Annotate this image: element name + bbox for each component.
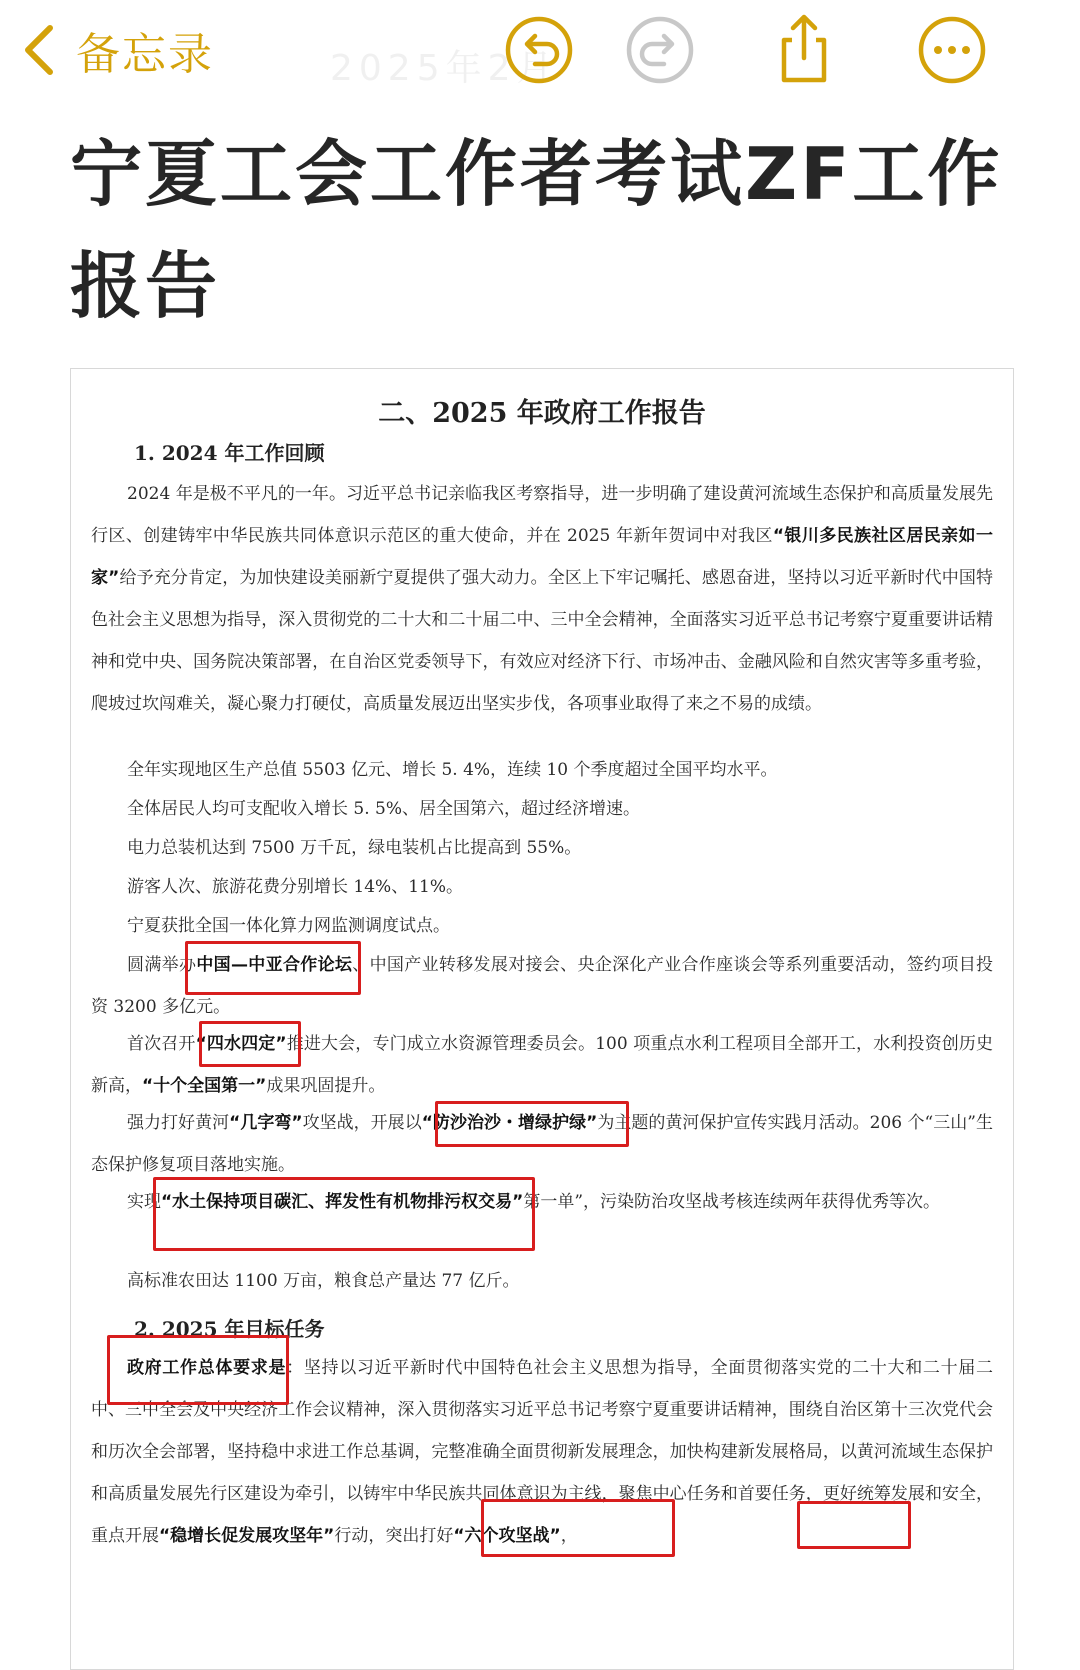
- ten-firsts-highlight: “十个全国第一”: [142, 1076, 267, 1096]
- forum-text-a: 圆满举办: [127, 955, 197, 975]
- forum-highlight: 中国—中亚合作论坛: [196, 955, 353, 975]
- document-heading: 二、2025 年政府工作报告: [378, 398, 706, 429]
- redo-icon: [624, 14, 696, 86]
- stat-computing: 宁夏获批全国一体化算力网监测调度试点。: [127, 916, 450, 936]
- water-paragraph: [91, 1023, 993, 1107]
- review-text-a: 2024 年是极不平凡的一年。习近平总书记亲临我区考察指导，进一步明确了建设黄河流域生态保护和高质量发展先行区、创建铸牢中华民族共同体意识示范区的重大使命，并在 2025 年新年贺词中对我区: [91, 484, 993, 546]
- back-label: 备忘录: [76, 29, 214, 80]
- stat-income: 全体居民人均可支配收入增长 5. 5%、居全国第六，超过经济增速。: [127, 799, 640, 819]
- share-icon: [768, 14, 840, 86]
- sand-highlight: “防沙治沙・增绿护绿”: [421, 1113, 598, 1133]
- carbon-paragraph: [91, 1181, 993, 1223]
- forum-text-b: 、中国产业转移发展对接会、央企深化产业合作座谈会等系列重要活动，签约项目投资 3200 多亿元。: [91, 955, 994, 1017]
- jizi-highlight: “几字弯”: [229, 1113, 303, 1133]
- review-text-b: 给予充分肯定，为加快建设美丽新宁夏提供了强大动力。全区上下牢记嘱托、感恩奋进，坚持以习近平新时代中国特色社会主义思想为指导，深入贯彻党的二十大和二十届二中、三中全会精神，全面落实习近平总书记考察宁夏重要讲话精神和党中央、国务院决策部署，在自治区党委领导下，有效应对经济下行、市场冲击、金融风险和自然灾害等多重考验，爬坡过坎闯难关，凝心聚力打硬仗，高质量发展迈出坚实步伐，各项事业取得了来之不易的成绩。: [91, 568, 993, 714]
- undo-button[interactable]: [503, 14, 575, 86]
- ecology-text-a: 强力打好黄河: [127, 1113, 230, 1133]
- goals-highlight: 政府工作总体要求是: [127, 1358, 287, 1378]
- navigation-bar: [0, 0, 1080, 100]
- undo-icon: [503, 14, 575, 86]
- paragraph-review: [91, 473, 993, 725]
- ecology-text-b: 攻坚战，开展以: [302, 1113, 422, 1133]
- document-image: [70, 368, 1014, 1670]
- carbon-text-a: 实现: [127, 1192, 161, 1212]
- redo-button[interactable]: [624, 14, 696, 86]
- six-battles-highlight: “六个攻坚战”: [453, 1526, 561, 1546]
- water-highlight: “四水四定”: [195, 1034, 287, 1054]
- ghost-date-text: 2025年2月: [330, 48, 559, 89]
- goals-text-b: 行动，突出打好: [334, 1526, 454, 1546]
- water-text-b: 推进大会，专门成立水资源管理委员会。100 项重点水利工程项目全部开工，水利投资创历史新高，: [91, 1034, 993, 1096]
- water-text-c: 成果巩固提升。: [266, 1076, 386, 1096]
- section1-title: 1. 2024 年工作回顾: [134, 441, 325, 465]
- section2-title: 2. 2025 年目标任务: [134, 1317, 325, 1341]
- chevron-left-icon: [20, 22, 60, 78]
- ecology-paragraph: [91, 1102, 993, 1186]
- back-button[interactable]: [20, 18, 214, 82]
- carbon-text-b: 第一单”，污染防治攻坚战考核连续两年获得优秀等次。: [523, 1192, 941, 1212]
- growth-year-highlight: “稳增长促发展攻坚年”: [159, 1526, 335, 1546]
- share-button[interactable]: [768, 14, 840, 86]
- goals-text-c: ，: [560, 1526, 578, 1546]
- more-icon: [916, 14, 988, 86]
- water-text-a: 首次召开: [127, 1034, 196, 1054]
- carbon-highlight: “水土保持项目碳汇、挥发性有机物排污权交易”: [161, 1192, 524, 1212]
- note-title[interactable]: 宁夏工会工作者考试ZF工作报告: [70, 132, 1003, 328]
- forum-paragraph: [91, 944, 993, 1028]
- stat-farmland: 高标准农田达 1100 万亩，粮食总产量达 77 亿斤。: [127, 1271, 520, 1291]
- stat-tourism: 游客人次、旅游花费分别增长 14%、11%。: [127, 877, 463, 897]
- stat-gdp: 全年实现地区生产总值 5503 亿元、增长 5. 4%，连续 10 个季度超过全国平均水平。: [127, 760, 778, 780]
- more-button[interactable]: [916, 14, 988, 86]
- goals-paragraph: [91, 1347, 993, 1557]
- stat-power: 电力总装机达到 7500 万千瓦，绿电装机占比提高到 55%。: [127, 838, 582, 858]
- review-highlight: “银川多民族社区居民亲如一家”: [91, 526, 993, 588]
- goals-text-a: ：坚持以习近平新时代中国特色社会主义思想为指导，全面贯彻落实党的二十大和二十届二中、三中全会及中央经济工作会议精神，深入贯彻落实习近平总书记考察宁夏重要讲话精神，围绕自治区第十三次党代会和历次全会部署，坚持稳中求进工作总基调，完整准确全面贯彻新发展理念，加快构建新发展格局，以黄河流域生态保护和高质量发展先行区建设为牵引，以铸牢中华民族共同体意识为主线，聚焦中心任务和首要任务，更好统筹发展和安全，重点开展: [91, 1358, 993, 1546]
- ecology-text-c: 为主题的黄河保护宣传实践月活动。206 个“三山”生态保护修复项目落地实施。: [91, 1113, 994, 1175]
